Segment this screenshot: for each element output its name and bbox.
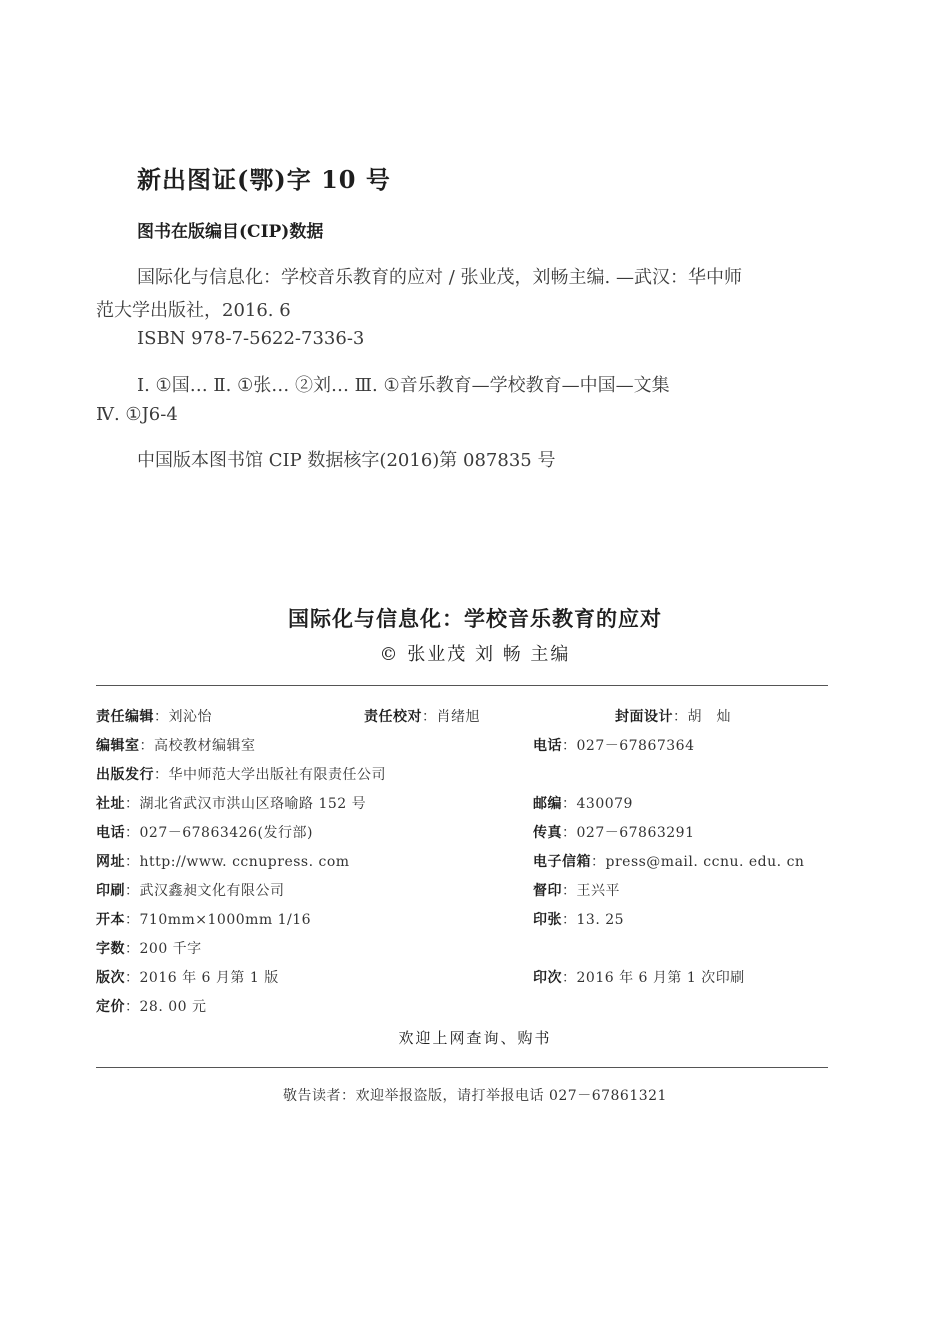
office-phone: 电话：027－67867364	[533, 738, 695, 754]
publisher-value: 华中师范大学出版社有限责任公司	[168, 767, 386, 783]
publisher: 出版发行：华中师范大学出版社有限责任公司	[96, 767, 386, 783]
printing-label: 印次	[533, 970, 562, 986]
sales-phone: 电话：027－67863426(发行部)	[96, 825, 313, 841]
book-title: 国际化与信息化：学校音乐教育的应对	[288, 606, 662, 631]
fax-label: 传真	[533, 825, 562, 841]
office-phone-label: 电话	[533, 738, 562, 754]
address: 社址：湖北省武汉市洪山区珞喻路 152 号	[96, 796, 367, 812]
printer: 印刷：武汉鑫昶文化有限公司	[96, 883, 285, 899]
editorial-office-label: 编辑室	[96, 738, 140, 754]
proofreader-label: 责任校对	[364, 709, 422, 725]
word-count-value: 200 千字	[139, 941, 202, 957]
sheets-label: 印张	[533, 912, 562, 928]
email: 电子信箱：press@mail. ccnu. edu. cn	[533, 854, 805, 870]
print-supervisor-value: 王兴平	[576, 883, 620, 899]
cip-heading: 图书在版编目(CIP)数据	[137, 222, 324, 242]
printing: 印次：2016 年 6 月第 1 次印刷	[533, 970, 745, 986]
cip-classification-line-1: Ⅰ. ①国… Ⅱ. ①张… ②刘… Ⅲ. ①音乐教育—学校教育—中国—文集	[137, 375, 670, 396]
sales-phone-value: 027－67863426(发行部)	[139, 825, 313, 841]
printing-value: 2016 年 6 月第 1 次印刷	[576, 970, 745, 986]
cip-data-number: 中国版本图书馆 CIP 数据核字(2016)第 087835 号	[137, 450, 556, 471]
email-label: 电子信箱	[533, 854, 591, 870]
edition: 版次：2016 年 6 月第 1 版	[96, 970, 279, 986]
email-value: press@mail. ccnu. edu. cn	[605, 854, 805, 870]
publisher-label: 出版发行	[96, 767, 154, 783]
print-supervisor: 督印：王兴平	[533, 883, 620, 899]
proofreader: 责任校对：肖绪旭	[364, 709, 480, 725]
welcome-message: 欢迎上网查询、购书	[398, 1029, 552, 1047]
address-label: 社址	[96, 796, 125, 812]
bottom-divider	[96, 1067, 828, 1068]
format-label: 开本	[96, 912, 125, 928]
publication-approval-number: 新出图证(鄂)字 10 号	[137, 165, 391, 194]
cover-design-value: 胡 灿	[687, 709, 731, 725]
price: 定价：28. 00 元	[96, 999, 207, 1015]
format: 开本：710mm×1000mm 1/16	[96, 912, 312, 928]
cip-classification-line-2: Ⅳ. ①J6-4	[96, 404, 178, 425]
edition-label: 版次	[96, 970, 125, 986]
sheets-value: 13. 25	[576, 912, 625, 928]
address-value: 湖北省武汉市洪山区珞喻路 152 号	[139, 796, 367, 812]
print-supervisor-label: 督印	[533, 883, 562, 899]
proofreader-value: 肖绪旭	[436, 709, 480, 725]
postcode: 邮编：430079	[533, 796, 633, 812]
cip-isbn: ISBN 978-7-5622-7336-3	[137, 328, 365, 349]
price-label: 定价	[96, 999, 125, 1015]
book-editors: © 张业茂 刘 畅 主编	[379, 644, 571, 665]
word-count: 字数：200 千字	[96, 941, 202, 957]
edition-value: 2016 年 6 月第 1 版	[139, 970, 279, 986]
format-value: 710mm×1000mm 1/16	[139, 912, 312, 928]
editorial-office-value: 高校教材编辑室	[154, 738, 256, 754]
website-label: 网址	[96, 854, 125, 870]
responsible-editor-label: 责任编辑	[96, 709, 154, 725]
word-count-label: 字数	[96, 941, 125, 957]
responsible-editor: 责任编辑：刘沁怡	[96, 709, 212, 725]
office-phone-value: 027－67867364	[576, 738, 695, 754]
editorial-office: 编辑室：高校教材编辑室	[96, 738, 256, 754]
website-value: http://www. ccnupress. com	[139, 854, 350, 870]
postcode-label: 邮编	[533, 796, 562, 812]
cover-design: 封面设计：胡 灿	[615, 709, 731, 725]
anti-piracy-notice: 敬告读者：欢迎举报盗版，请打举报电话 027－67861321	[283, 1088, 667, 1104]
postcode-value: 430079	[576, 796, 633, 812]
cip-citation-line-2: 范大学出版社，2016. 6	[96, 300, 291, 321]
cip-citation-line-1: 国际化与信息化：学校音乐教育的应对 / 张业茂，刘畅主编. —武汉：华中师	[137, 267, 742, 288]
printer-value: 武汉鑫昶文化有限公司	[139, 883, 285, 899]
sheets: 印张：13. 25	[533, 912, 625, 928]
cover-design-label: 封面设计	[615, 709, 673, 725]
top-divider	[96, 685, 828, 686]
sales-phone-label: 电话	[96, 825, 125, 841]
fax-value: 027－67863291	[576, 825, 695, 841]
website: 网址：http://www. ccnupress. com	[96, 854, 350, 870]
fax: 传真：027－67863291	[533, 825, 695, 841]
responsible-editor-value: 刘沁怡	[168, 709, 212, 725]
price-value: 28. 00 元	[139, 999, 207, 1015]
printer-label: 印刷	[96, 883, 125, 899]
